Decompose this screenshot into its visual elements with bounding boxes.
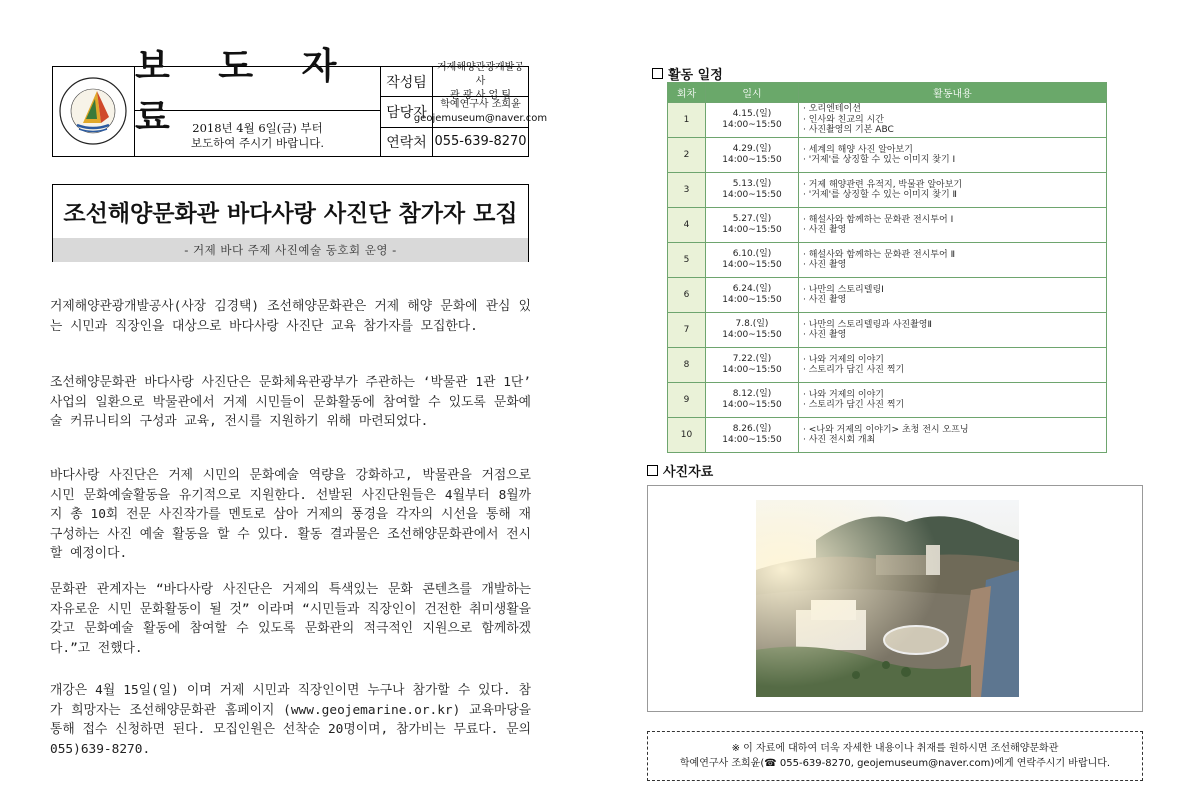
column-header: 회차 [668,83,706,103]
activity-item: · 사진 촬영 [803,295,847,305]
press-header [52,44,548,157]
contact-person-label: 담당자 [381,97,433,128]
activity-item: · 해설사와 함께하는 문화관 전시투어 Ⅱ [803,249,956,260]
session-time: 14:00~15:50 [722,260,782,270]
session-number: 1 [668,103,706,138]
photo-frame [647,485,1143,712]
session-date: 7.8.(일) [735,319,769,329]
session-datetime [706,348,799,383]
checkbox-bullet-icon [647,465,658,476]
session-date: 4.29.(일) [732,144,772,154]
photo-section-heading [647,461,713,480]
activity-item: · 나만의 스토리텔링Ⅰ [803,284,884,295]
session-date: 5.13.(일) [732,179,772,189]
session-content [799,243,1107,278]
table-row [668,208,1107,243]
photo-section-title: 사진자료 [663,465,714,480]
headline: 조선해양문화관 바다사랑 사진단 참가자 모집 [63,201,518,227]
activity-item: · 사진촬영의 기본 ABC [803,125,894,136]
session-number: 5 [668,243,706,278]
session-time: 14:00~15:50 [722,435,782,445]
activity-item: · 스토리가 담긴 사진 찍기 [803,365,905,375]
embargo-line: 2018년 4월 6일(금) 부터 [192,121,323,135]
session-date: 8.26.(일) [732,424,772,434]
session-content [799,313,1107,348]
session-date: 7.22.(일) [732,354,772,364]
table-header-row [668,83,1107,103]
session-time: 14:00~15:50 [722,295,782,305]
session-datetime [706,383,799,418]
session-datetime [706,243,799,278]
session-time: 14:00~15:50 [722,365,782,375]
session-time: 14:00~15:50 [722,400,782,410]
activity-item: · '거제'를 상징할 수 있는 이미지 찾기 Ⅱ [803,190,957,200]
note-line: 학예연구사 조희윤(☎ 055-639-8270, geojemuseum@naver.com)에게 연락주시기 바랍니다. [679,758,1111,769]
schedule-section-title: 활동 일정 [668,68,723,83]
body-paragraph: 문화관 관계자는 “바다사랑 사진단은 거제의 특색있는 문화 콘텐츠를 개발하는 자유로운 시민 문화활동이 될 것” 이라며 “시민들과 직장인이 건전한 취미생활을 갖고 문화예술 활동에 참여할 수 있도록 문화관의 적극적인 지원으로 함께하겠다.”고 전했다. [50,582,531,656]
contact-note [647,731,1143,781]
session-time: 14:00~15:50 [722,330,782,340]
embargo-notice [135,111,381,156]
phone-value [433,128,528,156]
session-datetime [706,208,799,243]
session-content [799,383,1107,418]
table-row [668,138,1107,173]
session-content [799,103,1107,138]
session-date: 5.27.(일) [732,214,772,224]
team-name: 관 광 사 업 팀 [449,89,511,101]
session-number: 9 [668,383,706,418]
session-date: 6.24.(일) [732,284,772,294]
note-line: ※ 이 자료에 대하여 더욱 자세한 내용이나 취재를 원하시면 조선해양문화관 [731,743,1059,754]
activity-item: · 인사와 친교의 시간 [803,114,884,125]
session-content [799,418,1107,453]
author-team-value [433,61,528,101]
session-content [799,208,1107,243]
author-team-label: 작성팀 [381,67,433,97]
session-datetime [706,313,799,348]
body-paragraph: 거제해양관광개발공사(사장 김경택) 조선해양문화관은 거제 해양 문화에 관심 있는 시민과 직장인을 대상으로 바다사랑 사진단 교육 참가자를 모집한다. [50,299,531,334]
table-row [668,348,1107,383]
body-paragraph: 조선해양문화관 바다사랑 사진단은 문화체육관광부가 주관하는 ‘박물관 1관 1단’ 사업의 일환으로 박물관에서 거제 시민들이 문화활동에 참여할 수 있도록 문화예술 커뮤니티의 구성과 교육, 전시를 지원하기 위해 마련되었다. [50,375,531,429]
activity-item: · 사진 촬영 [803,330,847,340]
session-content [799,173,1107,208]
body-paragraph: 개강은 4월 15일(일) 이며 거제 시민과 직장인이면 누구나 참가할 수 있다. 참가 희망자는 조선해양문화관 홈페이지 (www.geojemarine.or.kr) 교육마당을 통해 접수 신청하면 된다. 모집인원은 선착순 20명이며, 참가비는 무료다. 문의 055)639-8270. [50,683,531,757]
phone-number: 055-639-8270 [434,134,527,149]
schedule-section-heading [652,64,723,83]
activity-item: · 거제 해양관련 유적지, 박물관 알아보기 [803,179,963,190]
session-datetime [706,418,799,453]
table-row [668,103,1107,138]
table-row [668,313,1107,348]
session-content [799,348,1107,383]
activity-item: · 나와 거제의 이야기 [803,354,884,365]
column-header: 일시 [706,83,799,103]
organization-logo [53,67,135,156]
team-org: 거제해양관광개발공사 [437,61,524,87]
activity-item: · 오리엔테이션 [803,104,861,115]
contact-person-value [413,97,548,128]
table-row [668,243,1107,278]
activity-item: · 사진 촬영 [803,260,847,270]
activity-item: · 해설사와 함께하는 문화관 전시투어 Ⅰ [803,214,954,225]
table-row [668,383,1107,418]
session-datetime [706,278,799,313]
column-header: 활동내용 [799,83,1107,103]
session-number: 6 [668,278,706,313]
activity-item: · 나와 거제의 이야기 [803,389,884,400]
session-time: 14:00~15:50 [722,120,782,130]
table-row [668,278,1107,313]
checkbox-bullet-icon [652,68,663,79]
embargo-line: 보도하여 주시기 바랍니다. [190,136,325,150]
session-datetime [706,173,799,208]
session-number: 4 [668,208,706,243]
session-datetime [706,103,799,138]
activity-item: · 세계의 해양 사진 알아보기 [803,144,913,155]
activity-item: · 나만의 스토리텔링과 사진촬영Ⅱ [803,319,932,330]
subheadline: - 거제 바다 주제 사진예술 동호회 운영 - [53,238,528,262]
person-email: geojemuseum@naver.com [413,113,548,124]
session-content [799,278,1107,313]
session-time: 14:00~15:50 [722,190,782,200]
session-number: 10 [668,418,706,453]
activity-item: · 사진 촬영 [803,225,847,235]
person-name: 학예연구사 조희윤 [440,99,521,110]
activity-item: · '거제'를 상징할 수 있는 이미지 찾기 Ⅰ [803,155,956,165]
session-number: 7 [668,313,706,348]
body-paragraph: 바다사랑 사진단은 거제 시민의 문화예술 역량을 강화하고, 박물관을 거점으로 시민 문화예술활동을 유기적으로 지원한다. 선발된 사진단원들은 4월부터 8월까지 총 10회 전문 사진작가를 멘토로 삼아 거제의 풍경을 각자의 시선을 통해 재구성하는 사진 예술 활동을 할 수 있다. 활동 결과물은 조선해양문화관에서 전시할 예정이다. [50,468,531,561]
session-date: 4.15.(일) [732,109,772,119]
session-time: 14:00~15:50 [722,155,782,165]
session-content [799,138,1107,173]
aerial-museum-photo [756,500,1019,697]
session-number: 2 [668,138,706,173]
session-date: 6.10.(일) [732,249,772,259]
activity-item: · 사진 전시회 개최 [803,435,876,445]
session-number: 8 [668,348,706,383]
schedule-table [667,82,1107,453]
activity-item: · <나와 거제의 이야기> 초청 전시 오프닝 [803,424,969,435]
headline-box [52,184,529,262]
session-datetime [706,138,799,173]
table-row [668,173,1107,208]
session-number: 3 [668,173,706,208]
session-date: 8.12.(일) [732,389,772,399]
table-row [668,418,1107,453]
activity-item: · 스토리가 담긴 사진 찍기 [803,400,905,410]
session-time: 14:00~15:50 [722,225,782,235]
press-release-title: 보 도 자 료 [135,67,381,111]
phone-label: 연락처 [381,128,433,156]
